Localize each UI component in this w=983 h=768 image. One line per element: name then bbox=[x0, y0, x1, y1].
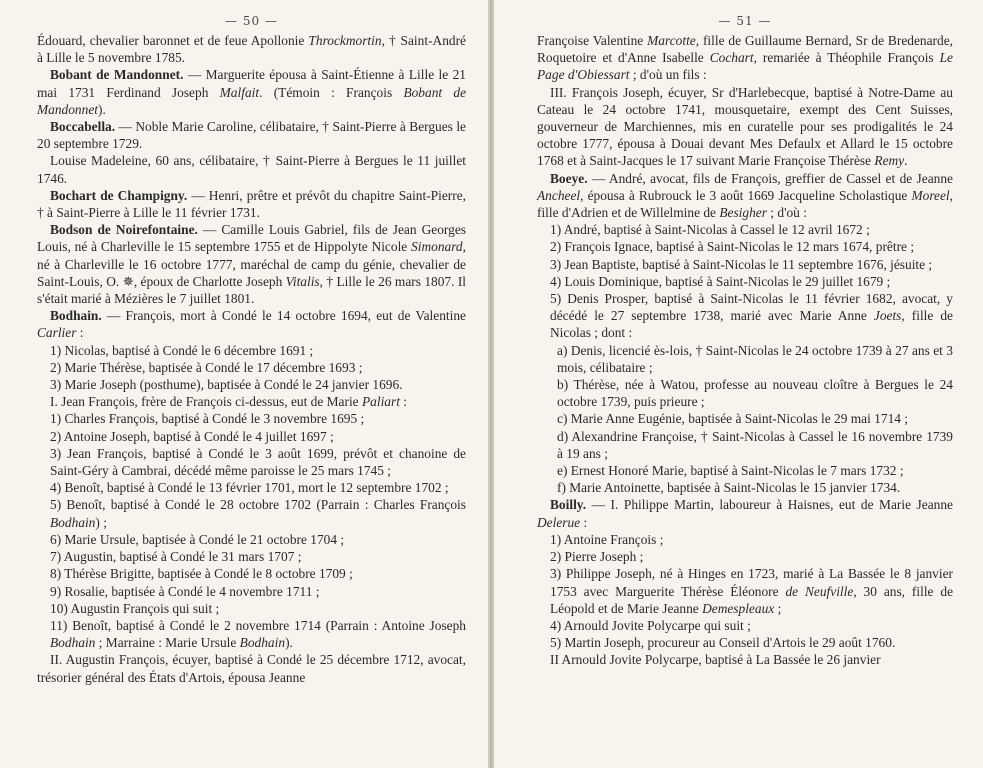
text-run: ; d'où un fils : bbox=[629, 67, 707, 83]
text-run: 7) Augustin, baptisé à Condé le 31 mars 1707 ; bbox=[50, 549, 302, 565]
entry-headword: Boeye. bbox=[550, 170, 588, 186]
entry-headword: Bodson de Noirefontaine. bbox=[50, 222, 198, 238]
entry-headword: Bodhain. bbox=[50, 308, 102, 324]
text-run: — André, avocat, fils de François, greffier de Cassel et de Jeanne bbox=[587, 170, 953, 186]
text-run: , fille de Guillaume Bernard, Sr de Bredenarde, Roquetoire et d'Anne Isabelle bbox=[537, 33, 953, 66]
text-run: II Arnould Jovite Polycarpe, baptisé à La Bassée le 26 janvier bbox=[550, 652, 881, 668]
text-run: ) ; bbox=[95, 514, 107, 530]
text-run: I. Jean François, frère de François ci-dessus, eut de Marie bbox=[50, 394, 362, 410]
text-run: 8) Thérèse Brigitte, baptisée à Condé le 8 octobre 1709 ; bbox=[50, 566, 353, 582]
italic-name: Besigher bbox=[719, 205, 767, 221]
text-run: Louise Madeleine, 60 ans, célibataire, † Saint-Pierre à Bergues le 11 juillet 1746. bbox=[37, 153, 466, 186]
text-run: ; Marraine : Marie Ursule bbox=[95, 635, 240, 651]
left-page bbox=[0, 0, 488, 768]
text-run: , † Lille le 26 mars 1807. Il s'était marié à Mézières le 7 juillet 1801. bbox=[37, 273, 467, 307]
text-run: : bbox=[399, 394, 407, 410]
left-paragraph bbox=[37, 342, 466, 359]
text-run: 1) Charles François, baptisé à Condé le 3 novembre 1695 ; bbox=[50, 411, 365, 427]
italic-name: Ancheel bbox=[537, 187, 581, 203]
left-paragraph bbox=[37, 66, 466, 118]
left-paragraph bbox=[37, 583, 466, 600]
italic-name: Throckmortin bbox=[308, 33, 382, 48]
left-paragraph bbox=[37, 187, 466, 221]
right-paragraph bbox=[537, 170, 953, 222]
italic-name: Paliart bbox=[361, 394, 400, 410]
italic-name: Bobant de Mandonnet bbox=[37, 84, 467, 117]
italic-name: Vitalis bbox=[285, 273, 320, 289]
left-paragraph bbox=[37, 118, 466, 152]
left-paragraph bbox=[37, 617, 466, 651]
right-paragraph bbox=[537, 32, 953, 84]
left-paragraph bbox=[37, 479, 466, 496]
text-run: , fille de Nicolas ; dont : bbox=[550, 308, 953, 341]
left-paragraph bbox=[37, 445, 466, 479]
left-paragraph bbox=[37, 152, 466, 186]
right-paragraph bbox=[537, 376, 953, 410]
text-run: 2) Antoine Joseph, baptisé à Condé le 4 juillet 1697 ; bbox=[50, 428, 334, 444]
right-paragraph bbox=[537, 84, 953, 170]
text-run: , fille d'Adrien et de Willelmine de bbox=[537, 187, 953, 221]
text-run: 5) Martin Joseph, procureur au Conseil d'Artois le 29 août 1760. bbox=[550, 635, 896, 651]
entry-headword: Bobant de Mandonnet. bbox=[50, 67, 184, 83]
text-run: 4) Louis Dominique, baptisé à Saint-Nicolas le 29 juillet 1679 ; bbox=[550, 273, 891, 289]
text-run: , † Saint-André à Lille le 5 novembre 1785. bbox=[37, 33, 466, 66]
right-paragraph bbox=[537, 634, 953, 651]
right-page bbox=[494, 0, 983, 768]
text-run: b) Thérèse, née à Watou, professe au nouveau cloître à Bergues le 24 octobre 1739, puis prieure ; bbox=[557, 377, 953, 410]
left-paragraph bbox=[37, 307, 466, 341]
text-run: ). bbox=[285, 635, 293, 651]
italic-name: Bodhain bbox=[50, 635, 96, 651]
left-paragraph bbox=[37, 548, 466, 565]
italic-name: Cochart bbox=[709, 50, 754, 66]
left-paragraph bbox=[37, 600, 466, 617]
left-paragraph bbox=[37, 359, 466, 376]
right-paragraph bbox=[537, 290, 953, 342]
text-run: a) Denis, licencié ès-lois, † Saint-Nicolas le 24 octobre 1739 à 27 ans et 3 mois, célibataire ; bbox=[557, 342, 953, 375]
text-run: III. François Joseph, écuyer, Sr d'Harlebecque, baptisé à Notre-Dame au Cateau le 24 octobre 1741, mousquetaire, exempt des Cent Suisses, gouverneur de Marchiennes, mis en curatelle pour ses prodigalités le 24 octobre 1777, épousa à Douai devant Mes Defaulx et Allard le 15 octobre 1768 et à Saint-Jacques le 17 suivant Marie Françoise Thérèse bbox=[537, 84, 953, 169]
right-paragraph bbox=[537, 565, 953, 617]
italic-name: Joets bbox=[873, 308, 902, 324]
right-paragraph bbox=[537, 479, 953, 496]
right-paragraph bbox=[537, 221, 953, 238]
right-paragraph bbox=[537, 651, 953, 668]
italic-name: Simonard bbox=[411, 239, 463, 255]
right-paragraph bbox=[537, 410, 953, 427]
text-run: ; d'où : bbox=[766, 205, 807, 221]
italic-name: Remy bbox=[874, 153, 905, 169]
text-run: — Camille Louis Gabriel, fils de Jean Georges Louis, né à Charleville le 15 septembre 1755 et de Hippolyte Nicole bbox=[37, 222, 466, 255]
text-run: 3) Philippe Joseph, né à Hinges en 1723, marié à La Bassée le 8 janvier 1753 avec Marguerite Thérèse Éléonore bbox=[550, 566, 953, 599]
italic-name: Marcotte bbox=[647, 33, 696, 48]
italic-name: de Neufville bbox=[785, 583, 854, 599]
text-run: 2) Pierre Joseph ; bbox=[550, 549, 644, 565]
left-paragraph bbox=[37, 32, 466, 66]
right-paragraph bbox=[537, 256, 953, 273]
text-run: — Marguerite épousa à Saint-Étienne à Lille le 21 mai 1731 Ferdinand Joseph bbox=[37, 67, 466, 100]
left-paragraph bbox=[37, 410, 466, 427]
text-run: II. Augustin François, écuyer, baptisé à Condé le 25 décembre 1712, avocat, trésorier général des États d'Artois, épousa Jeanne bbox=[37, 652, 466, 685]
text-run: 9) Rosalie, baptisée à Condé le 4 novembre 1711 ; bbox=[50, 583, 320, 599]
right-paragraph bbox=[537, 531, 953, 548]
text-run: 2) Marie Thérèse, baptisée à Condé le 17 décembre 1693 ; bbox=[50, 359, 363, 375]
text-run: 11) Benoît, baptisé à Condé le 2 novembre 1714 (Parrain : Antoine Joseph bbox=[50, 617, 466, 633]
text-run: Françoise Valentine bbox=[537, 33, 648, 48]
right-paragraph bbox=[537, 428, 953, 462]
italic-name: Demespleaux bbox=[702, 600, 775, 616]
left-paragraph bbox=[37, 393, 466, 410]
text-run: — Noble Marie Caroline, célibataire, † Saint-Pierre à Bergues le 20 septembre 1729. bbox=[37, 119, 466, 152]
entry-headword: Boccabella. bbox=[50, 119, 116, 135]
right-page-number: — 51 — bbox=[718, 14, 772, 28]
right-paragraph bbox=[537, 238, 953, 255]
text-run: 1) Nicolas, baptisé à Condé le 6 décembre 1691 ; bbox=[50, 342, 314, 358]
italic-name: Le Page d'Obiessart bbox=[537, 50, 953, 83]
left-paragraph bbox=[37, 221, 466, 307]
right-paragraph bbox=[537, 617, 953, 634]
text-run: c) Marie Anne Eugénie, baptisée à Saint-Nicolas le 29 mai 1714 ; bbox=[557, 411, 909, 427]
left-page-number: — 50 — bbox=[225, 14, 278, 28]
text-run: 4) Arnould Jovite Polycarpe qui suit ; bbox=[550, 617, 751, 633]
text-run: 3) Jean François, baptisé à Condé le 3 août 1699, prévôt et chanoine de Saint-Géry à Cambrai, décédé même paroisse le 25 mars 1745 ; bbox=[50, 445, 466, 479]
italic-name: Bodhain bbox=[50, 514, 96, 530]
left-paragraph bbox=[37, 565, 466, 582]
text-run: 2) François Ignace, baptisé à Saint-Nicolas le 12 mars 1674, prêtre ; bbox=[550, 239, 915, 255]
text-run: ). bbox=[98, 101, 106, 117]
text-run: 3) Marie Joseph (posthume), baptisée à Condé le 24 janvier 1696. bbox=[50, 377, 403, 393]
right-page-text bbox=[537, 32, 953, 669]
text-run: : bbox=[580, 514, 588, 530]
text-run: . (Témoin : François bbox=[259, 84, 404, 100]
entry-headword: Bochart de Champigny. bbox=[50, 187, 188, 203]
text-run: 5) Benoît, baptisé à Condé le 28 octobre 1702 (Parrain : Charles François bbox=[50, 497, 466, 513]
italic-name: Carlier bbox=[37, 325, 77, 341]
text-run: , remariée à Théophile François bbox=[753, 50, 940, 66]
text-run: 5) Denis Prosper, baptisé à Saint-Nicolas le 11 février 1682, avocat, y décédé le 27 septembre 1738, marié avec Marie Anne bbox=[550, 291, 953, 324]
text-run: — François, mort à Condé le 14 octobre 1694, eut de Valentine bbox=[101, 308, 466, 324]
right-paragraph bbox=[537, 548, 953, 565]
left-page-text bbox=[37, 32, 466, 686]
text-run: , épousa à Rubrouck le 3 août 1669 Jacqueline Scholastique bbox=[580, 187, 912, 203]
right-paragraph bbox=[537, 273, 953, 290]
left-paragraph bbox=[37, 496, 466, 530]
left-paragraph bbox=[37, 531, 466, 548]
text-run: , 30 ans, fille de Léopold et de Marie Jeanne bbox=[550, 583, 954, 616]
text-run: , né à Charleville le 16 octobre 1777, maréchal de camp du génie, chevalier de Saint-Louis, O. ✵, époux de Charlotte Joseph bbox=[37, 239, 466, 289]
text-run: 1) Antoine François ; bbox=[550, 531, 664, 547]
entry-headword: Boilly. bbox=[550, 497, 587, 513]
left-paragraph bbox=[37, 428, 466, 445]
right-paragraph bbox=[537, 496, 953, 530]
right-paragraph bbox=[537, 342, 953, 376]
text-run: — I. Philippe Martin, laboureur à Haisnes, eut de Marie Jeanne bbox=[586, 497, 953, 513]
right-paragraph bbox=[537, 462, 953, 479]
text-run: — Henri, prêtre et prévôt du chapitre Saint-Pierre, † à Saint-Pierre à Lille le 11 février 1731. bbox=[37, 187, 466, 221]
text-run: ; bbox=[774, 600, 782, 616]
text-run: 10) Augustin François qui suit ; bbox=[50, 600, 220, 616]
text-run: 3) Jean Baptiste, baptisé à Saint-Nicolas le 11 septembre 1676, jésuite ; bbox=[550, 256, 933, 272]
italic-name: Moreel bbox=[911, 187, 950, 203]
text-run: 1) André, baptisé à Saint-Nicolas à Cassel le 12 avril 1672 ; bbox=[550, 222, 870, 238]
text-run: d) Alexandrine Françoise, † Saint-Nicolas à Cassel le 16 novembre 1739 à 19 ans ; bbox=[557, 428, 953, 461]
left-paragraph bbox=[37, 651, 466, 685]
text-run: f) Marie Antoinette, baptisée à Saint-Nicolas le 15 janvier 1734. bbox=[557, 480, 901, 496]
italic-name: Delerue bbox=[537, 514, 581, 530]
italic-name: Malfait bbox=[219, 84, 260, 100]
left-paragraph bbox=[37, 376, 466, 393]
text-run: : bbox=[76, 325, 84, 341]
text-run: e) Ernest Honoré Marie, baptisé à Saint-Nicolas le 7 mars 1732 ; bbox=[557, 463, 904, 479]
text-run: . bbox=[904, 153, 908, 169]
text-run: Édouard, chevalier baronnet et de feue Apollonie bbox=[37, 33, 309, 48]
italic-name: Bodhain bbox=[239, 635, 286, 651]
text-run: 6) Marie Ursule, baptisée à Condé le 21 octobre 1704 ; bbox=[50, 531, 345, 547]
text-run: 4) Benoît, baptisé à Condé le 13 février 1701, mort le 12 septembre 1702 ; bbox=[50, 480, 449, 496]
